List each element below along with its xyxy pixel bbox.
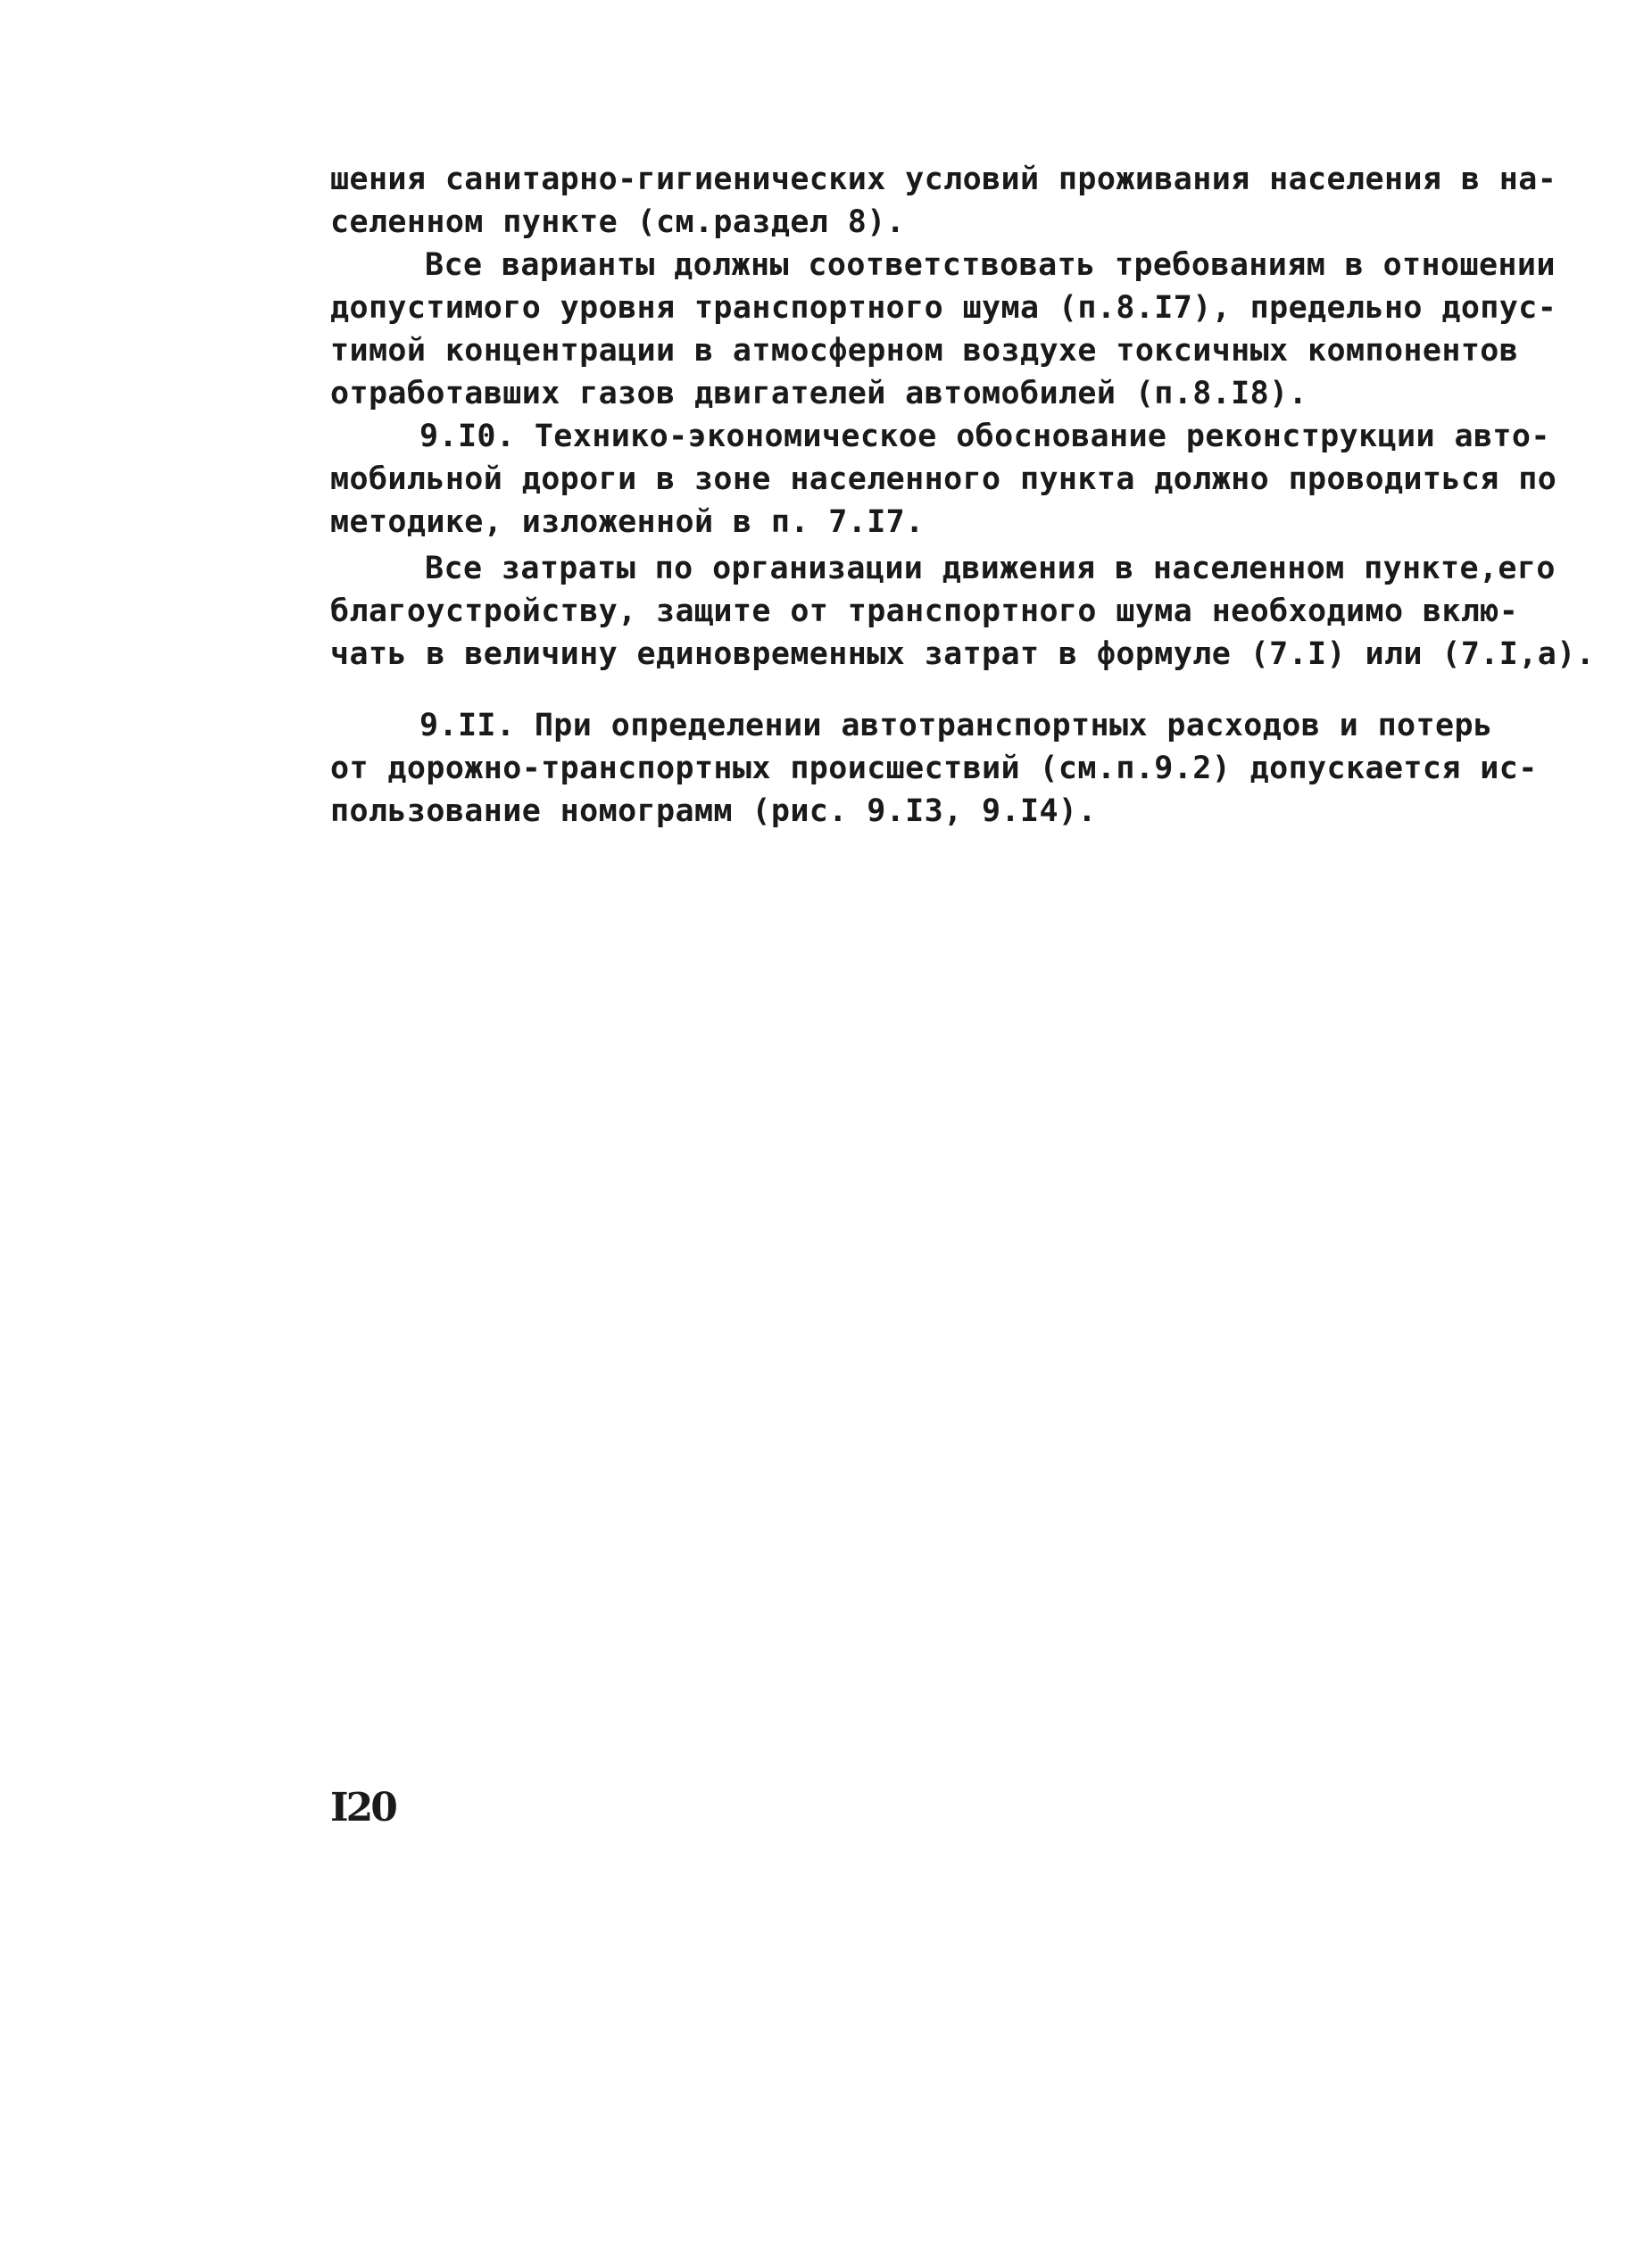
text-line: шения санитарно-гигиенических условий проживания населения в на-	[330, 162, 1557, 197]
page-number: I20	[330, 1785, 395, 1830]
text-line: тимой концентрации в атмосферном воздухе токсичных компонентов	[330, 333, 1519, 369]
text-line: чать в величину единовременных затрат в формуле (7.I) или (7.I,а).	[330, 636, 1596, 672]
section-heading-line: 9.I0. Технико-экономическое обоснование реконструкции авто-	[419, 419, 1550, 454]
text-line: от дорожно-транспортных происшествий (см.п.9.2) допускается ис-	[330, 751, 1538, 786]
text-line: отработавших газов двигателей автомобилей (п.8.I8).	[330, 376, 1308, 411]
text-line: мобильной дороги в зоне населенного пункта должно проводиться по	[330, 461, 1557, 497]
text-line: допустимого уровня транспортного шума (п.8.I7), предельно допус-	[330, 290, 1557, 326]
text-line: пользование номограмм (рис. 9.I3, 9.I4).	[330, 793, 1097, 829]
text-line: благоустройству, защите от транспортного шума необходимо вклю-	[330, 593, 1519, 629]
paragraph-first-line: Все затраты по организации движения в населенном пункте,его	[425, 551, 1556, 586]
section-heading-line: 9.II. При определении автотранспортных расходов и потерь	[419, 708, 1493, 743]
paragraph-first-line: Все варианты должны соответствовать требованиям в отношении	[425, 247, 1556, 283]
text-line: селенном пункте (см.раздел 8).	[330, 204, 906, 240]
text-line: методике, изложенной в п. 7.I7.	[330, 504, 925, 540]
